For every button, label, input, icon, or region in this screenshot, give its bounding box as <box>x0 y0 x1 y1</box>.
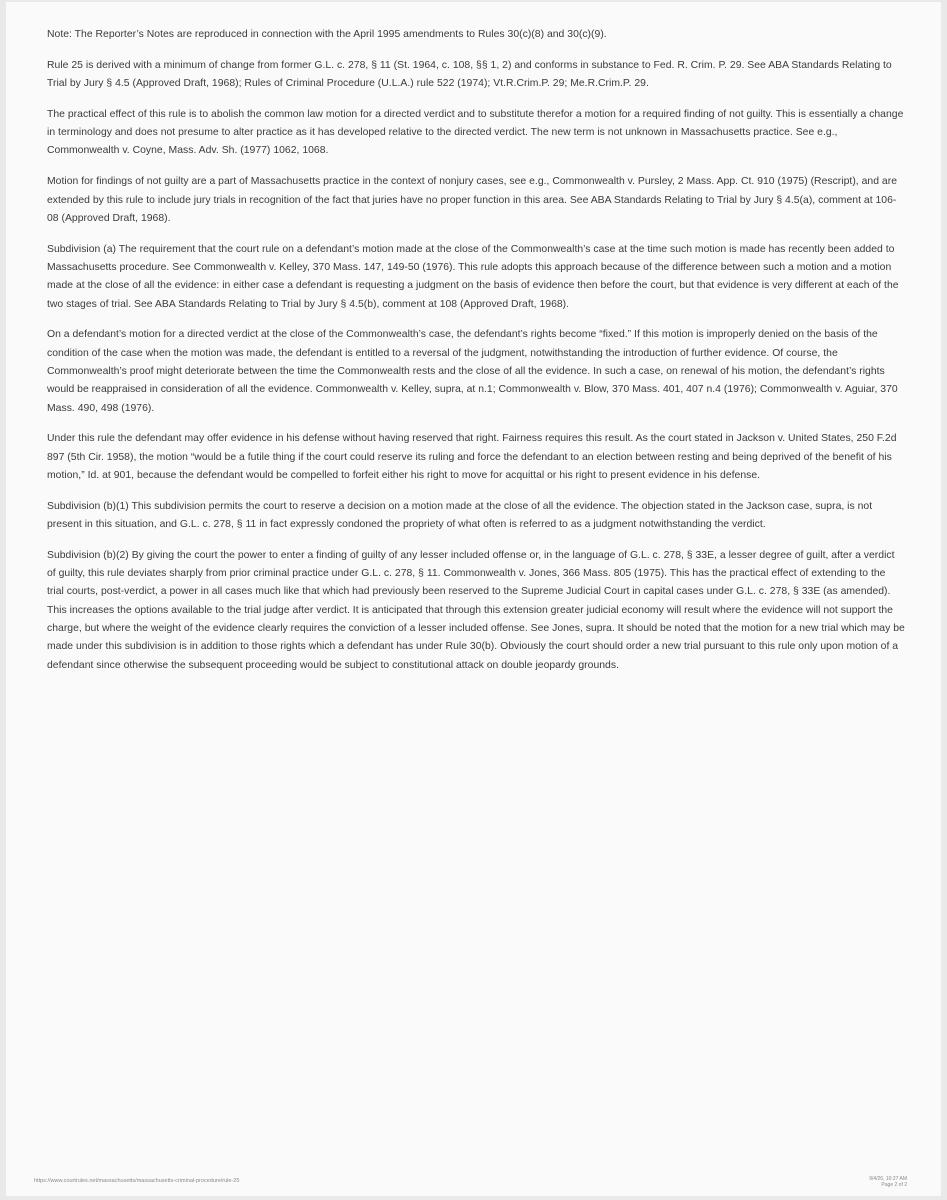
footer-page-number: Page 2 of 2 <box>881 1182 907 1188</box>
paragraph-note: Note: The Reporter’s Notes are reproduced in connection with the April 1995 amendments to Rules 30(c)(8) and 30(c)(9). <box>47 29 607 40</box>
paragraph-directed-verdict: On a defendant’s motion for a directed verdict at the close of the Commonwealth’s case, the defendant’s rights become “fixed.” If this motion is improperly denied on the basis of the condition of the case when the motion was made, the defendant is entitled to a reversal of the judgment, notwithstanding the introduction of further evidence. Of course, the Commonwealth’s proof might deteriorate between the time the Commonwealth rests and the close of all the evidence. In such a case, on renewal of his motion, the defendant’s rights would be reappraised in consideration of all the evidence. Commonwealth v. Kelley, supra, at n.1; Commonwealth v. Blow, 370 Mass. 401, 407 n.4 (1976); Commonwealth v. Aguiar, 370 Mass. 490, 498 (1976). <box>47 329 898 414</box>
paragraph-practical-effect: The practical effect of this rule is to abolish the common law motion for a directed verdict and to substitute therefor a motion for a required finding of not guilty. This is essentially a change in terminology and does not presume to alter practice as it has developed relative to the directed verdict. The new term is not unknown in Massachusetts practice. See e.g., Commonwealth v. Coyne, Mass. Adv. Sh. (1977) 1062, 1068. <box>47 108 904 157</box>
paragraph-subdivision-b2: Subdivision (b)(2) By giving the court the power to enter a finding of guilty of any lesser included offense or, in the language of G.L. c. 278, § 33E, a lesser degree of guilt, after a verdict of guilty, this rule deviates sharply from prior criminal practice under G.L. c. 278, § 11. Commonwealth v. Jones, 366 Mass. 805 (1975). This has the practical effect of extending to the trial courts, post-verdict, a power in all cases much like that which had previously been reserved to the Supreme Judicial Court in capital cases under G.L. c. 278, § 33E (as amended). This increases the options available to the trial judge after verdict. It is anticipated that through this extension greater judicial economy will result where the evidence will not support the charge, but where the weight of the evidence clearly requires the conviction of a lesser included offense. See Jones, supra. It should be noted that the motion for a new trial which may be made under this subdivision is in addition to those rights which a defendant has under Rule 30(b). Obviously the court should order a new trial pursuant to this rule only upon motion of a defendant since otherwise the subsequent proceeding would be subject to constitutional attack on double jeopardy grounds. <box>47 549 905 671</box>
paragraph-findings-not-guilty: Motion for findings of not guilty are a part of Massachusetts practice in the context of nonjury cases, see e.g., Commonwealth v. Pursley, 2 Mass. App. Ct. 910 (1975) (Rescript), and are extended by this rule to include jury trials in recognition of the fact that juries have no proper function in this area. See ABA Standards Relating to Trial by Jury § 4.5(a), comment at 106-08 (Approved Draft, 1968). <box>47 176 898 224</box>
paragraph-offer-evidence: Under this rule the defendant may offer evidence in his defense without having reserved that right. Fairness requires this result. As the court stated in Jackson v. United States, 250 F.2d 897 (5th Cir. 1958), the motion “would be a futile thing if the court could reserve its ruling and force the defendant to an election between resting and being deprived of the benefit of his motion,” Id. at 901, because the defendant would be compelled to forfeit either his right to move for acquittal or his right to present evidence in his defense. <box>47 433 897 481</box>
footer-url: https://www.courtrules.net/massachusetts/massachusetts-criminal-procedure/rule-25 <box>34 1178 240 1184</box>
document-body <box>47 26 905 687</box>
footer-timestamp: 9/4/26, 10:27 AM <box>869 1176 907 1182</box>
paragraph-subdivision-b1: Subdivision (b)(1) This subdivision permits the court to reserve a decision on a motion made at the close of all the evidence. The objection stated in the Jackson case, supra, is not present in this situation, and G.L. c. 278, § 11 in fact expressly condoned the propriety of what often is referred to as a judgment notwithstanding the verdict. <box>47 500 873 531</box>
paragraph-rule-25-origin: Rule 25 is derived with a minimum of change from former G.L. c. 278, § 11 (St. 1964, c. 108, §§ 1, 2) and conforms in substance to Fed. R. Crim. P. 29. See ABA Standards Relating to Trial by Jury § 4.5 (Approved Draft, 1968); Rules of Criminal Procedure (U.L.A.) rule 522 (1974); Vt.R.Crim.P. 29; Me.R.Crim.P. 29. <box>47 59 892 90</box>
document-page <box>6 2 941 1196</box>
paragraph-subdivision-a: Subdivision (a) The requirement that the court rule on a defendant’s motion made at the close of the Commonwealth’s case at the time such motion is made has recently been added to Massachusetts procedure. See Commonwealth v. Kelley, 370 Mass. 147, 149-50 (1976). This rule adopts this approach because of the difference between such a motion and a motion made at the close of all the evidence: in either case a defendant is requesting a judgment on the basis of evidence then before the court, but that evidence is very different at each of the two stages of trial. See ABA Standards Relating to Trial by Jury § 4.5(b), comment at 108 (Approved Draft, 1968). <box>47 243 899 310</box>
footer-meta <box>869 1176 907 1188</box>
